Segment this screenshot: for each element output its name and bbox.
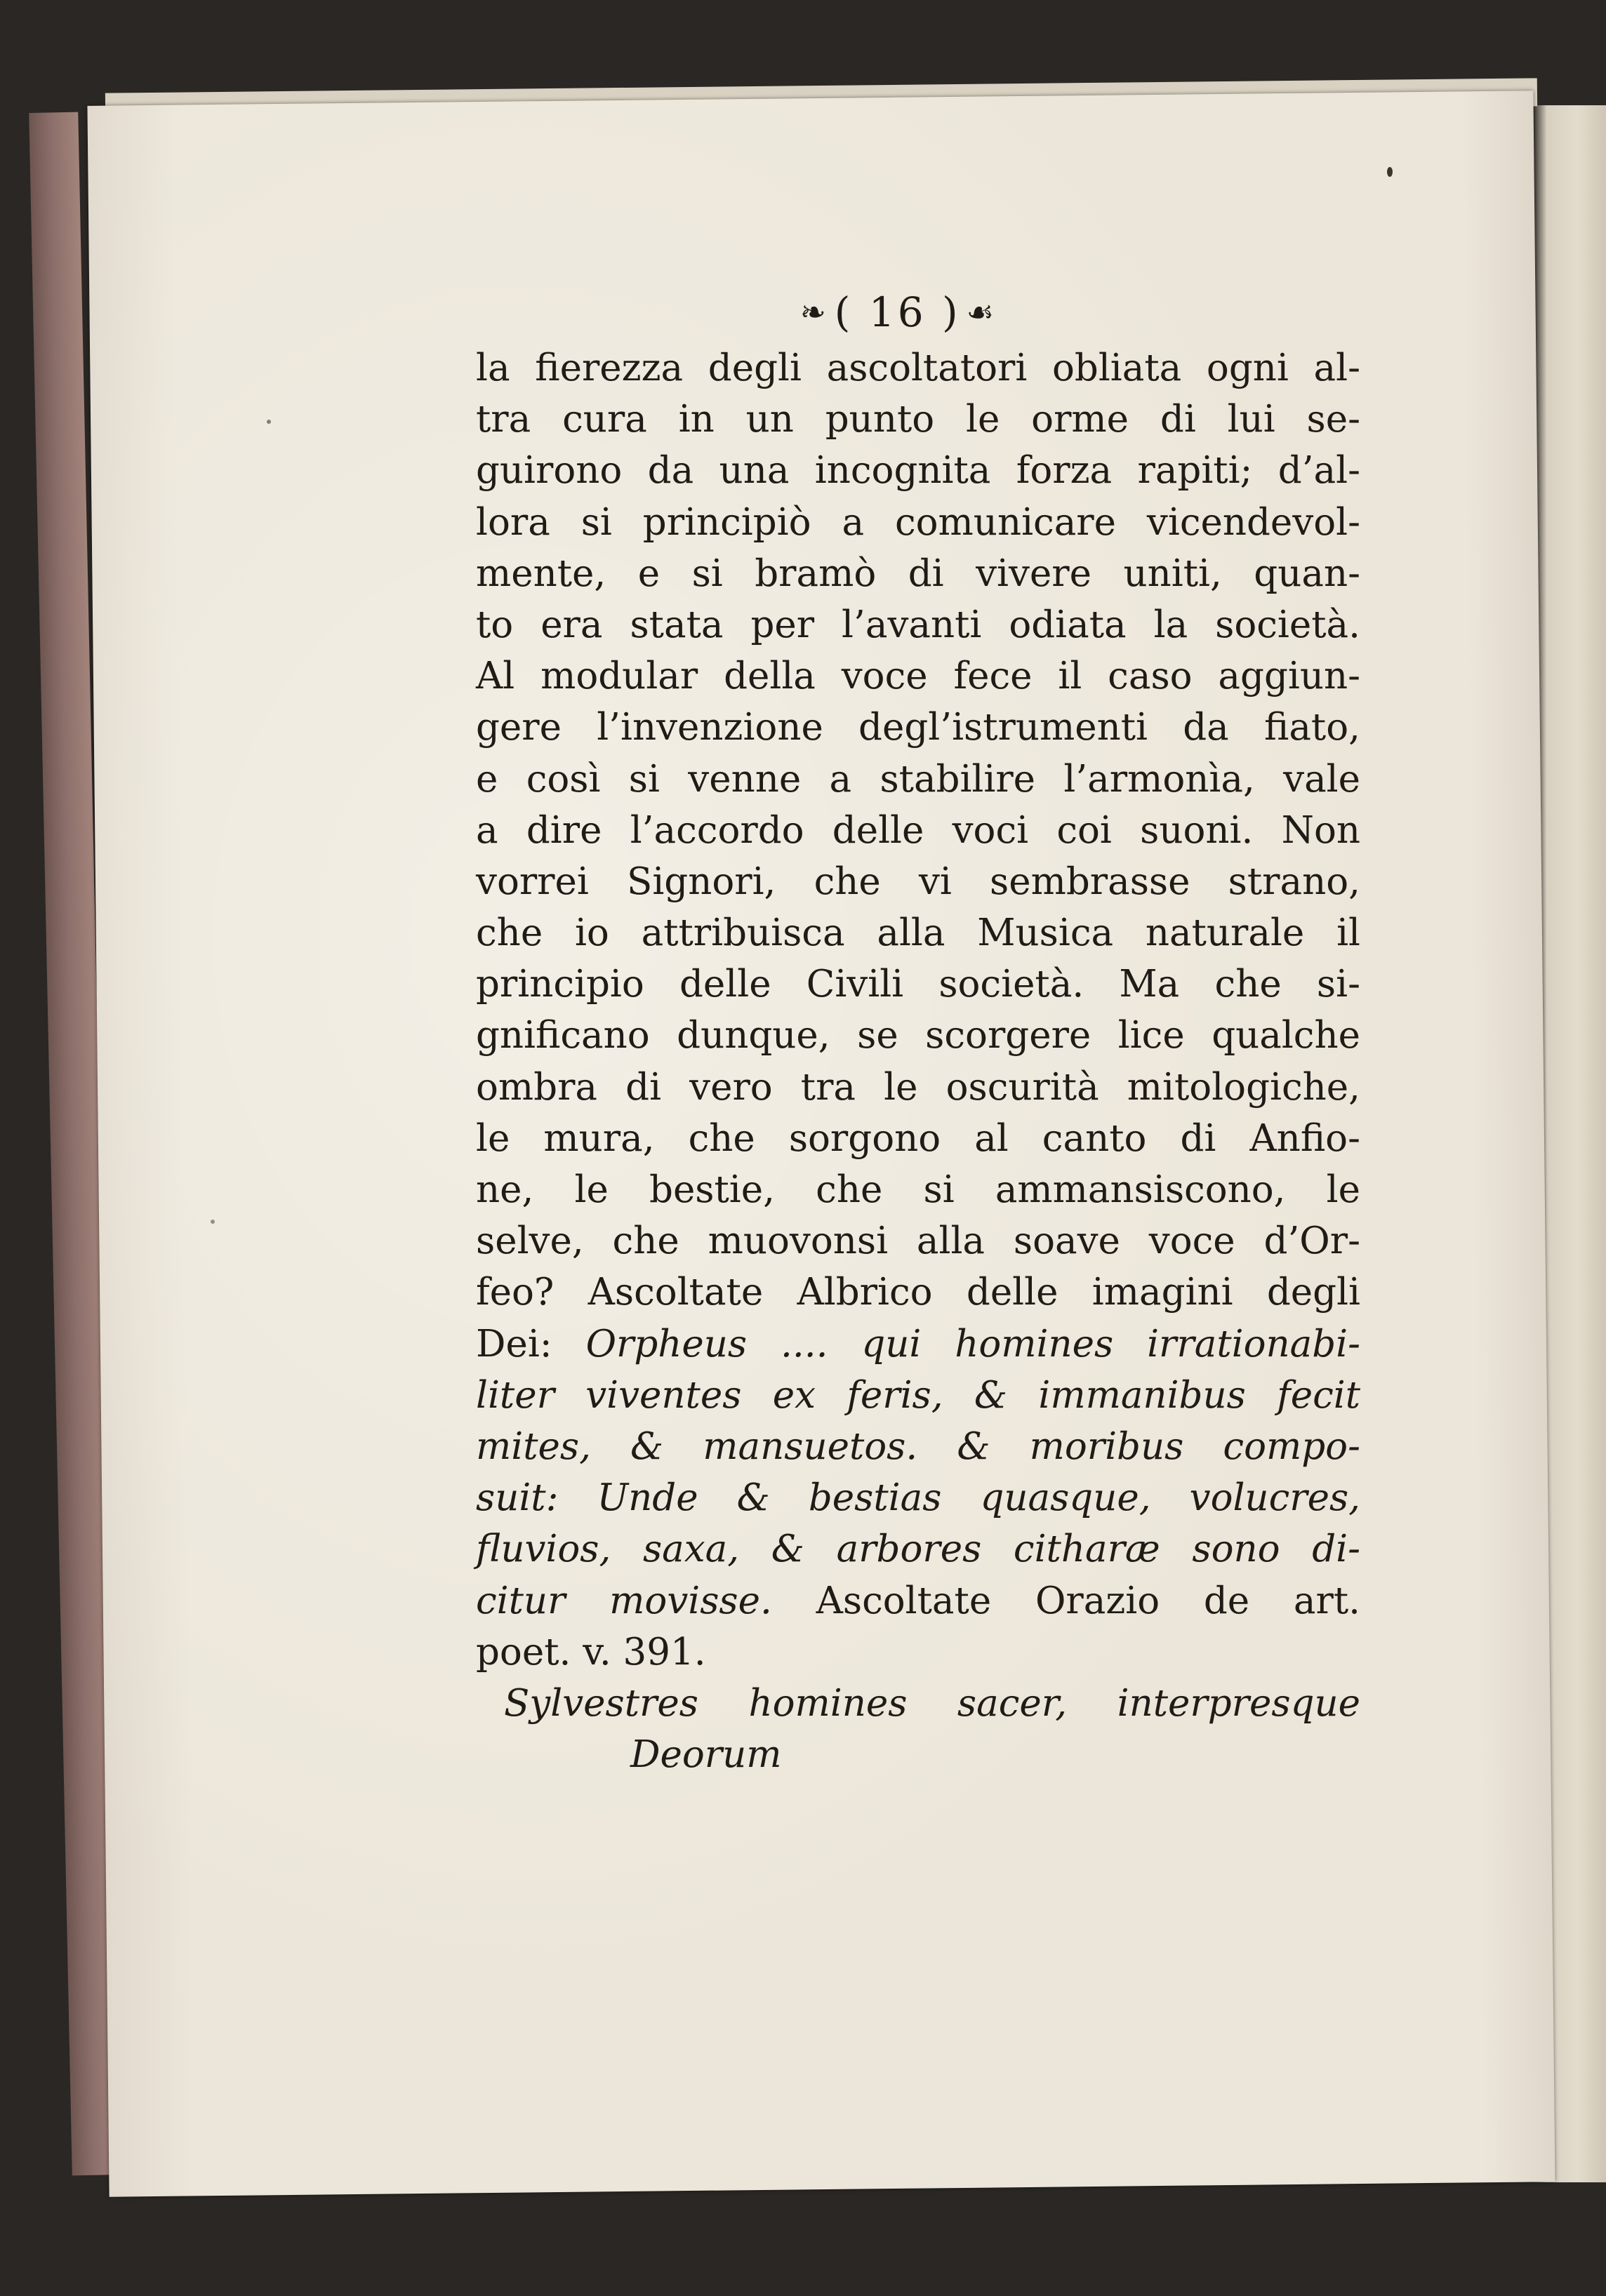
text-line-mixed [476,1319,1360,1370]
roman-span: Dei: [476,1322,552,1366]
text-line: lora si principiò a comunicare vicendevol- [476,500,1360,544]
roman-span: Ascoltate Orazio de art. [771,1579,1360,1622]
body-text [476,342,1360,1780]
text-line: che io attribuisca alla Musica naturale il [476,912,1360,955]
text-line-mixed [476,1575,1360,1627]
latin-quotation-line: mites, & mansuetos. & moribus compo- [476,1424,1360,1468]
text-line: gere l’invenzione degl’istrumenti da fiato, [476,706,1360,749]
right-ornament-icon: ☙ [966,294,997,331]
text-line: selve, che muovonsi alla soave voce d’Or- [476,1220,1360,1263]
latin-quotation-line: suit: Unde & bestias quasque, volucres, [476,1476,1360,1520]
text-line: guirono da una incognita forza rapiti; d’al- [476,449,1360,493]
text-line: poet. v. 391. [476,1630,706,1674]
latin-quotation: Orpheus .... qui homines irrationabi- [552,1322,1360,1366]
text-line: ne, le bestie, che si ammansiscono, le [476,1168,1360,1211]
left-ornament-icon: ❧ [799,294,829,331]
text-line: vorrei Signori, che vi sembrasse strano, [476,860,1360,903]
page-number: ( 16 ) [834,288,961,336]
latin-quotation-line: fluvios, saxa, & arbores citharæ sono di- [476,1528,1360,1571]
text-line: principio delle Civili società. Ma che si- [476,963,1360,1006]
paper-speck [267,420,271,424]
text-line: a dire l’accordo delle voci coi suoni. Non [476,808,1360,852]
text-line: gnificano dunque, se scorgere lice qualche [476,1014,1360,1057]
text-line: to era stata per l’avanti odiata la società. [476,603,1360,646]
text-line: tra cura in un punto le orme di lui se- [476,398,1360,441]
text-line: feo? Ascoltate Albrico delle imagini degli [476,1271,1360,1314]
latin-quotation: citur movisse. [476,1579,772,1622]
text-line: mente, e si bramò di vivere uniti, quan- [476,552,1360,595]
verse-line: Deorum [630,1733,782,1777]
text-line: ombra di vero tra le oscurità mitologiche, [476,1065,1360,1109]
paper-speck [1387,167,1393,177]
page-header [786,281,1011,344]
latin-quotation-line: liter viventes ex feris, & immanibus fecit [476,1373,1360,1417]
text-line: la fierezza degli ascoltatori obliata ogni al- [476,347,1360,389]
text-line: Al modular della voce fece il caso aggiun- [476,655,1360,698]
text-line: e così si venne a stabilire l’armonìa, vale [476,757,1360,801]
text-line: le mura, che sorgono al canto di Anfio- [476,1116,1360,1160]
verse-line: Sylvestres homines sacer, interpresque [504,1681,1360,1725]
paper-speck [211,1220,215,1224]
